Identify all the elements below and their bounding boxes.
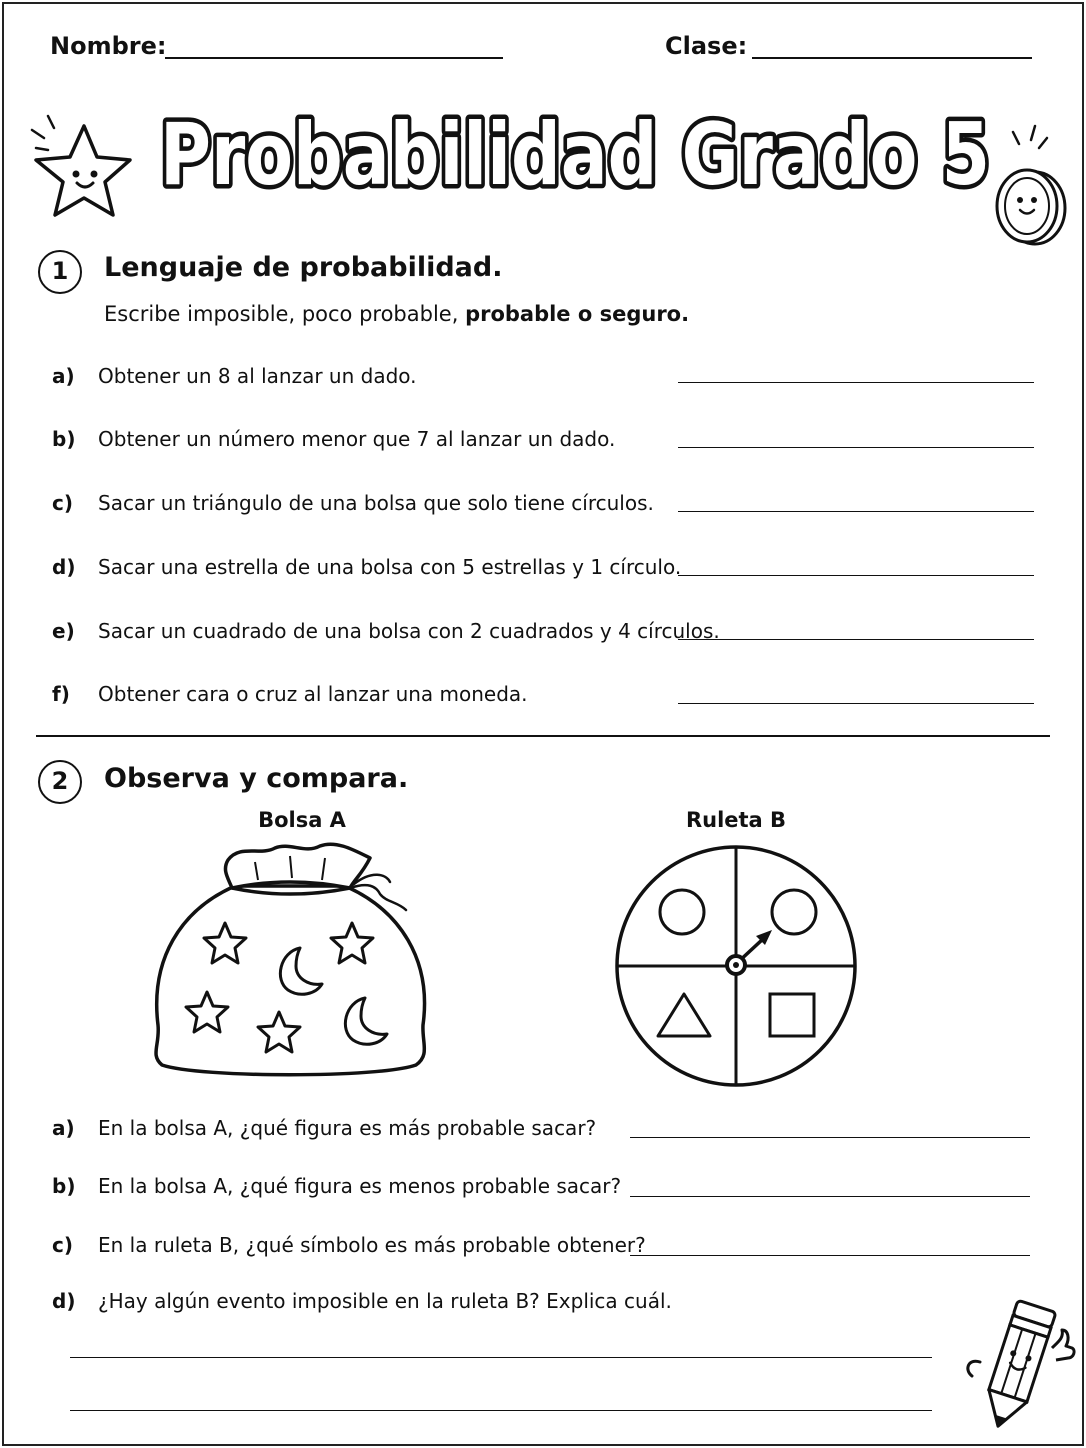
question-letter: d) (52, 555, 76, 579)
section-1-title: Lenguaje de probabilidad. (104, 252, 503, 283)
name-field[interactable] (165, 57, 503, 59)
smiling-star-icon (22, 112, 142, 232)
class-label: Clase: (665, 32, 748, 60)
question-text: En la ruleta B, ¿qué símbolo es más probable obtener? (98, 1233, 646, 1257)
page-border (2, 2, 1084, 1446)
question-letter: f) (52, 682, 70, 706)
title-text: Probabilidad Grado 5 (160, 105, 990, 205)
pencil-thumbs-up-icon (960, 1290, 1078, 1440)
answer-line[interactable] (630, 1255, 1030, 1256)
section-2-title: Observa y compara. (104, 763, 409, 794)
question-text: Sacar una estrella de una bolsa con 5 estrellas y 1 círculo. (98, 555, 682, 579)
answer-line[interactable] (630, 1137, 1030, 1138)
question-letter: e) (52, 619, 75, 643)
section-2-number: 2 (38, 760, 82, 804)
answer-line[interactable] (678, 382, 1034, 383)
question-letter: b) (52, 427, 76, 451)
question-text: Sacar un cuadrado de una bolsa con 2 cuadrados y 4 círculos. (98, 619, 720, 643)
section-divider (36, 735, 1050, 737)
name-label: Nombre: (50, 32, 167, 60)
answer-line[interactable] (678, 575, 1034, 576)
question-letter: c) (52, 1233, 73, 1257)
spinner-label: Ruleta B (685, 808, 787, 832)
bag-a-illustration (140, 840, 440, 1085)
question-text: Obtener un número menor que 7 al lanzar un dado. (98, 427, 616, 451)
question-text: En la bolsa A, ¿qué figura es menos probable sacar? (98, 1174, 622, 1198)
smiling-coin-icon (985, 118, 1080, 248)
answer-line[interactable] (678, 447, 1034, 448)
question-letter: a) (52, 364, 75, 388)
question-text: ¿Hay algún evento imposible en la ruleta B? Explica cuál. (98, 1289, 672, 1313)
question-letter: a) (52, 1116, 75, 1140)
bag-label: Bolsa A (258, 808, 346, 832)
question-letter: c) (52, 491, 73, 515)
spinner-b-illustration (614, 844, 860, 1090)
worksheet-title (150, 88, 1000, 208)
question-letter: b) (52, 1174, 76, 1198)
answer-line[interactable] (630, 1196, 1030, 1197)
class-field[interactable] (752, 57, 1032, 59)
section-1-instruction (104, 302, 689, 326)
answer-line[interactable] (678, 511, 1034, 512)
instruction-plain: Escribe imposible, poco probable, (104, 302, 466, 326)
answer-line[interactable] (70, 1410, 932, 1411)
answer-line[interactable] (70, 1357, 932, 1358)
question-text: Obtener cara o cruz al lanzar una moneda. (98, 682, 528, 706)
instruction-bold: probable o seguro. (465, 302, 690, 326)
answer-line[interactable] (678, 639, 1034, 640)
question-text: En la bolsa A, ¿qué figura es más probable sacar? (98, 1116, 597, 1140)
question-text: Obtener un 8 al lanzar un dado. (98, 364, 417, 388)
answer-line[interactable] (678, 703, 1034, 704)
question-letter: d) (52, 1289, 76, 1313)
question-text: Sacar un triángulo de una bolsa que solo tiene círculos. (98, 491, 654, 515)
section-1-number: 1 (38, 250, 82, 294)
